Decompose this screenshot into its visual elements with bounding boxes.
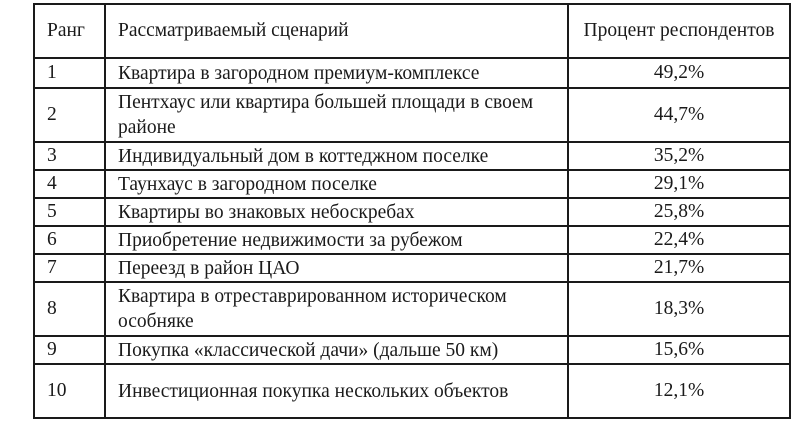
header-percent: Процент респондентов [568, 4, 790, 58]
scenario-cell: Пентхаус или квартира большей площади в своем районе [105, 88, 568, 142]
ranking-table [33, 3, 791, 419]
percent-cell: 44,7% [568, 88, 790, 142]
table-row [34, 254, 790, 282]
percent-cell: 25,8% [568, 198, 790, 226]
table-row [34, 282, 790, 336]
header-rank: Ранг [34, 4, 105, 58]
rank-cell: 6 [34, 226, 105, 254]
scenario-cell: Приобретение недвижимости за рубежом [105, 226, 568, 254]
scenario-cell: Таунхаус в загородном поселке [105, 170, 568, 198]
scenario-cell: Квартиры во знаковых небоскребах [105, 198, 568, 226]
rank-cell: 2 [34, 88, 105, 142]
scenario-cell: Покупка «классической дачи» (дальше 50 км) [105, 336, 568, 364]
percent-cell: 29,1% [568, 170, 790, 198]
rank-cell: 3 [34, 142, 105, 170]
table-row [34, 198, 790, 226]
scenario-cell: Индивидуальный дом в коттеджном поселке [105, 142, 568, 170]
table-row [34, 170, 790, 198]
rank-cell: 4 [34, 170, 105, 198]
rank-cell: 9 [34, 336, 105, 364]
rank-cell: 1 [34, 58, 105, 88]
rank-cell: 8 [34, 282, 105, 336]
percent-cell: 12,1% [568, 364, 790, 418]
table-row [34, 58, 790, 88]
header-scenario: Рассматриваемый сценарий [105, 4, 568, 58]
percent-cell: 22,4% [568, 226, 790, 254]
percent-cell: 15,6% [568, 336, 790, 364]
table-row [34, 226, 790, 254]
rank-cell: 5 [34, 198, 105, 226]
percent-cell: 18,3% [568, 282, 790, 336]
percent-cell: 35,2% [568, 142, 790, 170]
scenario-cell: Квартира в отреставрированном историческом особняке [105, 282, 568, 336]
scenario-cell: Инвестиционная покупка нескольких объектов [105, 364, 568, 418]
rank-cell: 7 [34, 254, 105, 282]
table-row [34, 336, 790, 364]
table-row [34, 88, 790, 142]
table-header-row [34, 4, 790, 58]
percent-cell: 21,7% [568, 254, 790, 282]
rank-cell: 10 [34, 364, 105, 418]
table-row [34, 142, 790, 170]
table-row [34, 364, 790, 418]
percent-cell: 49,2% [568, 58, 790, 88]
scenario-cell: Квартира в загородном премиум-комплексе [105, 58, 568, 88]
scenario-cell: Переезд в район ЦАО [105, 254, 568, 282]
